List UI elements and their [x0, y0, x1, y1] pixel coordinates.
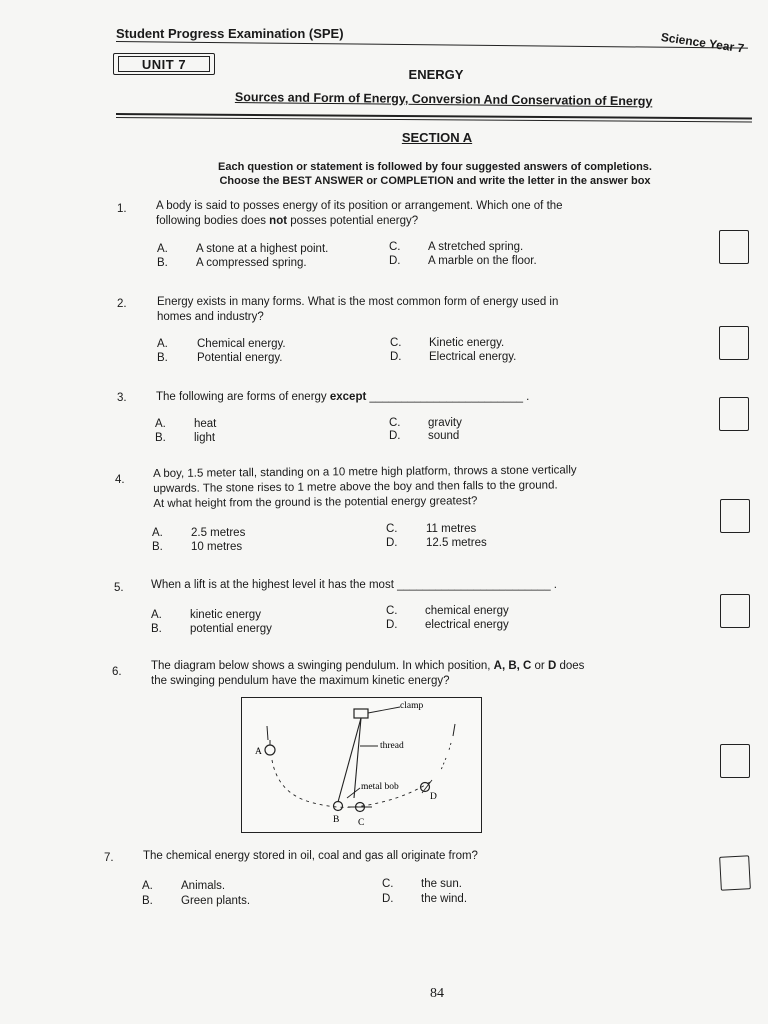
option-text: heat — [194, 418, 217, 430]
option-text: gravity — [428, 417, 462, 429]
option-text: chemical energy — [425, 605, 509, 617]
option-text: 10 metres — [191, 541, 243, 553]
option-text: 11 metres — [426, 523, 477, 535]
header-divider — [116, 41, 748, 49]
page-number: 84 — [430, 986, 444, 1001]
option-text: A stretched spring. — [428, 241, 524, 253]
question-number: 5. — [114, 582, 124, 594]
label-c: C — [358, 818, 365, 828]
answer-box-q2[interactable] — [719, 326, 749, 360]
option-letter: D. — [390, 351, 402, 363]
swing-arc — [272, 760, 430, 807]
question-text: The chemical energy stored in oil, coal and gas all originate from? — [143, 850, 478, 862]
instruction-line: Each question or statement is followed by four suggested answers of completions. — [218, 161, 652, 173]
bob-b — [334, 802, 343, 811]
option-text: 2.5 metres — [191, 527, 246, 539]
option-text: Electrical energy. — [429, 351, 517, 363]
question-number: 1. — [117, 203, 127, 215]
option-text: Kinetic energy. — [429, 337, 505, 349]
option-letter: B. — [152, 541, 163, 553]
option-text: the sun. — [421, 878, 462, 890]
thread-label: thread — [380, 741, 404, 751]
option-letter: D. — [386, 537, 398, 549]
option-text: sound — [428, 430, 460, 442]
section-title: SECTION A — [401, 130, 473, 145]
option-letter: C. — [382, 878, 394, 890]
option-letter: D. — [382, 893, 394, 905]
option-letter: C. — [386, 605, 398, 617]
option-text: potential energy — [190, 623, 272, 635]
option-letter: A. — [157, 338, 168, 350]
clamp-shape — [354, 709, 368, 718]
answer-box-q7[interactable] — [719, 855, 751, 891]
option-letter: B. — [155, 432, 166, 444]
topic-title: ENERGY — [408, 67, 464, 82]
option-letter: C. — [386, 523, 398, 535]
question-text: The diagram below shows a swinging pendulum. In which position, A, B, C or D does the swinging pendulum have the maximum kinetic energy? — [151, 660, 585, 687]
exam-title: Student Progress Examination (SPE) — [116, 26, 344, 41]
option-letter: A. — [151, 609, 162, 621]
question-number: 7. — [104, 852, 114, 864]
option-text: Chemical energy. — [197, 338, 286, 350]
question-text: Energy exists in many forms. What is the most common form of energy used in homes and industry? — [157, 296, 559, 323]
question-text: When a lift is at the highest level it has the most ________________________ . — [151, 579, 557, 591]
question-number: 3. — [117, 392, 127, 404]
instructions — [150, 160, 720, 188]
option-text: kinetic energy — [190, 609, 261, 621]
question-text: A body is said to posses energy of its position or arrangement. Which one of the following bodies does not posses potential energy? — [156, 200, 563, 227]
option-text: Green plants. — [181, 895, 251, 907]
option-letter: C. — [389, 241, 401, 253]
option-letter: B. — [142, 895, 153, 907]
option-letter: C. — [389, 417, 401, 429]
option-letter: D. — [386, 619, 398, 631]
option-letter: A. — [142, 880, 153, 892]
option-text: A compressed spring. — [196, 257, 307, 269]
option-letter: A. — [155, 418, 166, 430]
unit-label: UNIT 7 — [118, 56, 210, 72]
option-letter: A. — [152, 527, 163, 539]
option-text: light — [194, 432, 216, 444]
answer-box-q5[interactable] — [720, 594, 750, 628]
question-number: 6. — [112, 666, 122, 678]
question-text: A boy, 1.5 meter tall, standing on a 10 metre high platform, throws a stone vertically upwards. The stone rises to 1 metre above the boy and then falls to the ground. At what height from the ground is the potential energy greatest? — [153, 464, 577, 510]
bob-label: metal bob — [361, 782, 399, 792]
question-number: 2. — [117, 298, 127, 310]
instruction-line: Choose the BEST ANSWER or COMPLETION and write the letter in the answer box — [219, 175, 651, 187]
subject-year: Science Year 7 — [660, 30, 746, 56]
bob-a — [265, 745, 275, 755]
option-letter: B. — [157, 352, 168, 364]
option-letter: B. — [151, 623, 162, 635]
option-text: 12.5 metres — [426, 537, 487, 549]
label-d: D — [430, 792, 437, 802]
question-number: 4. — [115, 474, 125, 486]
answer-box-q1[interactable] — [719, 230, 749, 264]
label-a: A — [255, 747, 262, 757]
label-b: B — [333, 815, 340, 825]
answer-box-q6[interactable] — [720, 744, 750, 778]
answer-box-q4[interactable] — [720, 499, 750, 533]
option-text: the wind. — [421, 893, 468, 905]
pendulum-svg — [242, 698, 481, 832]
option-text: Animals. — [181, 880, 226, 892]
option-letter: D. — [389, 430, 401, 442]
question-text: The following are forms of energy except ________________________ . — [156, 391, 530, 403]
option-text: electrical energy — [425, 619, 509, 631]
topic-subtitle: Sources and Form of Energy, Conversion And Conservation of Energy — [234, 90, 653, 109]
option-letter: B. — [157, 257, 168, 269]
option-text: A marble on the floor. — [428, 255, 537, 267]
answer-box-q3[interactable] — [719, 397, 749, 431]
pendulum-diagram — [241, 697, 482, 833]
option-letter: A. — [157, 243, 168, 255]
option-letter: C. — [390, 337, 402, 349]
clamp-label: clamp — [400, 701, 424, 711]
option-letter: D. — [389, 255, 401, 267]
option-text: A stone at a highest point. — [196, 243, 329, 255]
option-text: Potential energy. — [197, 352, 283, 364]
